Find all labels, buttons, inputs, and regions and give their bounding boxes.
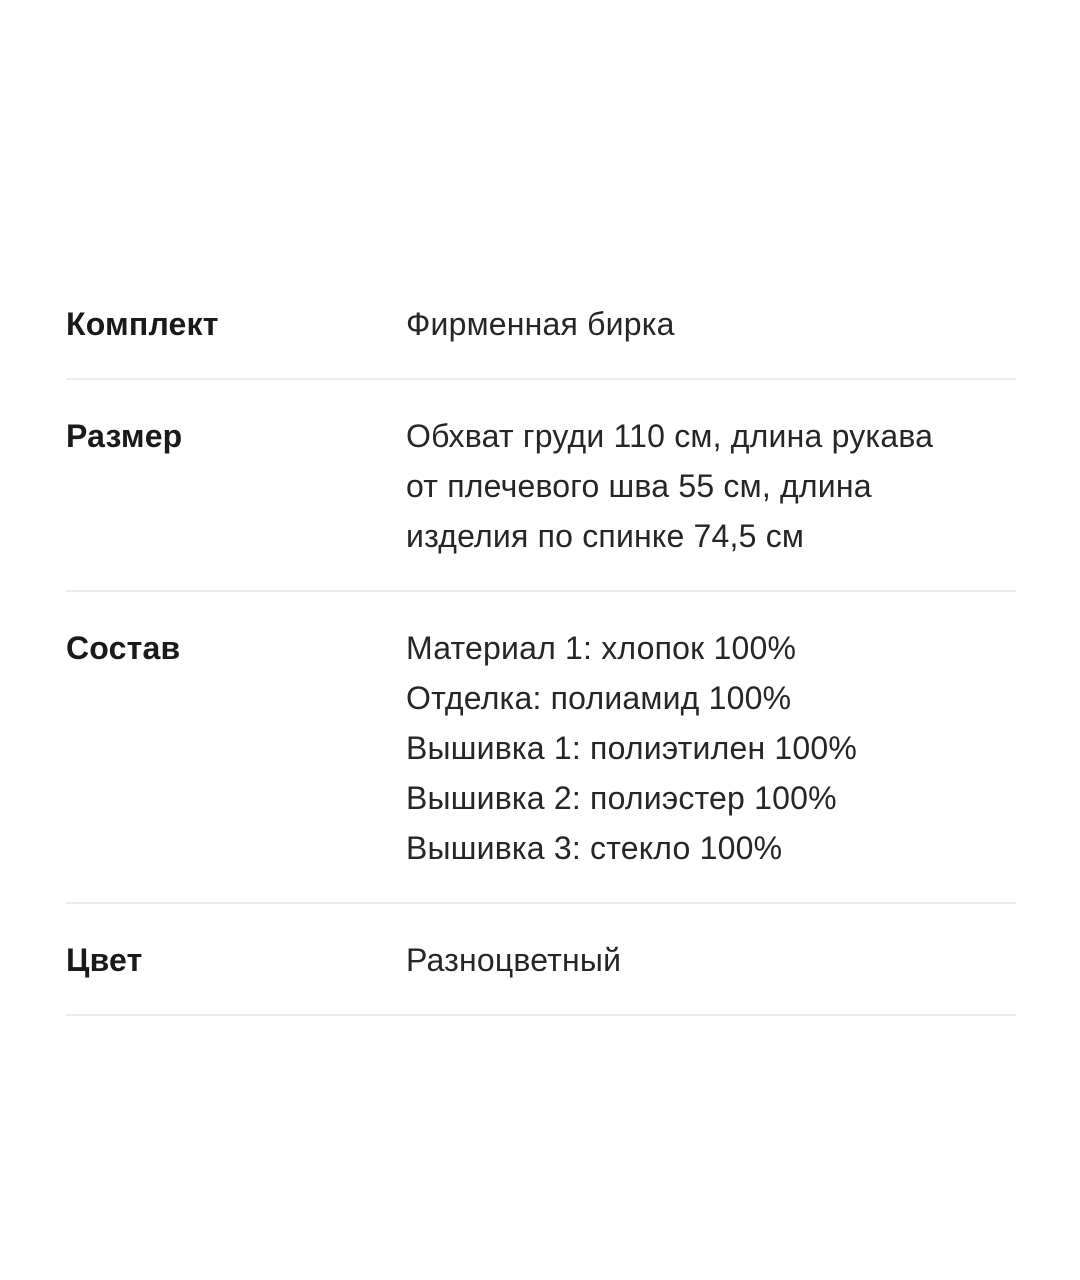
spec-row-set (66, 268, 1016, 380)
spec-label-set: Комплект (66, 306, 219, 342)
spec-row-size (66, 380, 1016, 592)
spec-value-line: Вышивка 3: стекло 100% (406, 830, 783, 866)
spec-value-line: Вышивка 1: полиэтилен 100% (406, 730, 858, 766)
spec-value-line: Обхват груди 110 см, длина рукава (406, 418, 934, 454)
spec-value-line: Разноцветный (406, 942, 622, 978)
spec-value-line: Вышивка 2: полиэстер 100% (406, 780, 837, 816)
spec-label-size: Размер (66, 418, 183, 454)
spec-value-composition (406, 623, 1016, 873)
spec-value-line: Отделка: полиамид 100% (406, 680, 792, 716)
spec-value-line: от плечевого шва 55 см, длина (406, 468, 872, 504)
spec-row-color (66, 904, 1016, 1016)
spec-value-line: изделия по спинке 74,5 см (406, 518, 805, 554)
spec-value-line: Фирменная бирка (406, 306, 675, 342)
spec-value-set (406, 299, 1016, 349)
spec-value-line: Материал 1: хлопок 100% (406, 630, 797, 666)
spec-row-composition (66, 592, 1016, 904)
spec-label-color: Цвет (66, 942, 143, 978)
spec-value-size (406, 411, 1016, 561)
spec-value-color (406, 935, 1016, 985)
spec-label-composition: Состав (66, 630, 181, 666)
product-specs-table (66, 268, 1016, 1016)
